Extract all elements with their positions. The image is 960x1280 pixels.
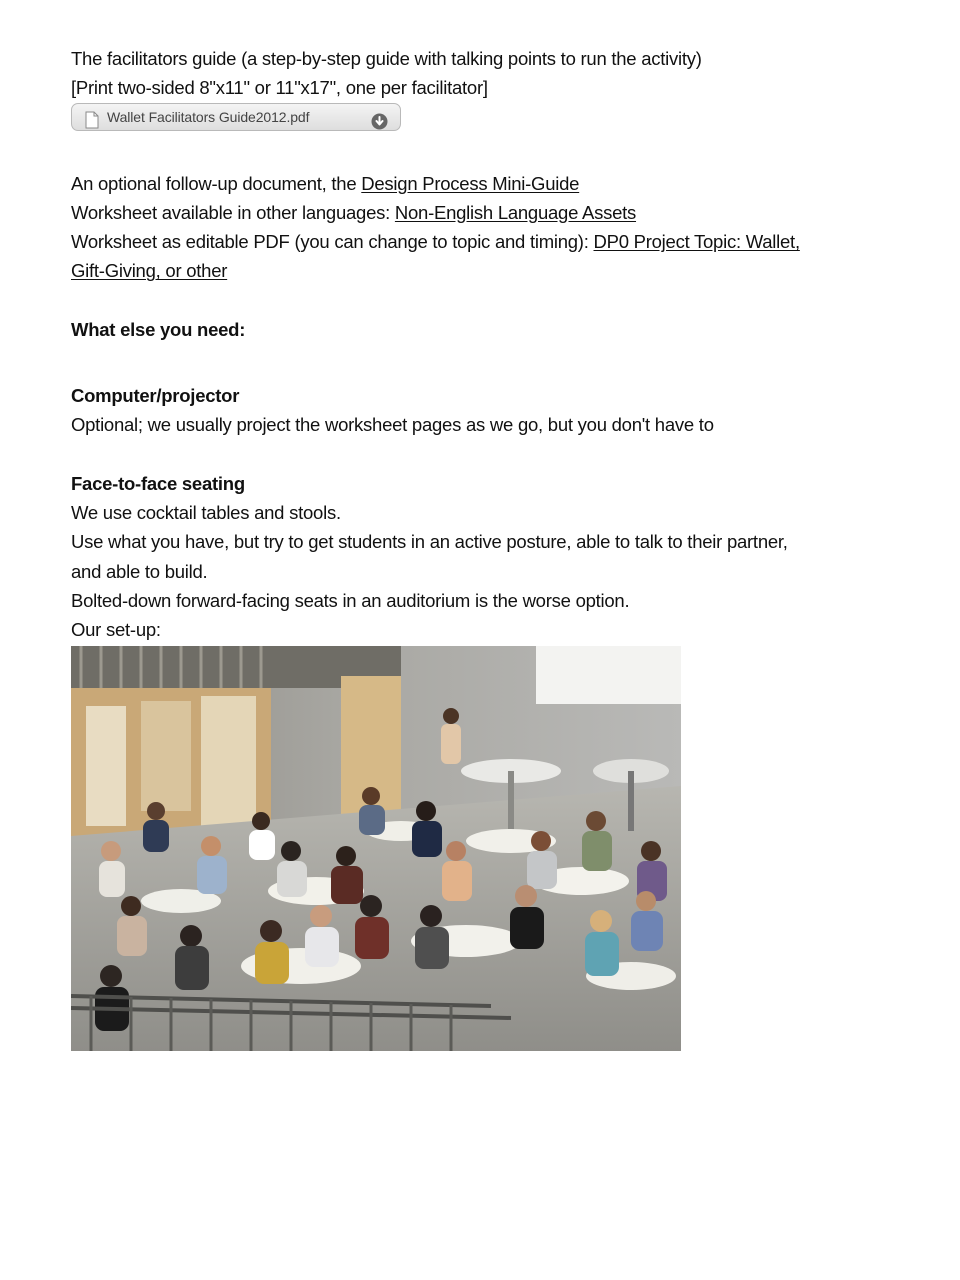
intro-line-1: The facilitators guide (a step-by-step guide with talking points to run the activity)	[71, 48, 702, 69]
followup-line	[71, 169, 891, 198]
dp0-project-topic-link-continued[interactable]: Gift-Giving, or other	[71, 260, 228, 282]
editable-line	[71, 227, 891, 256]
computer-projector-heading: Computer/projector	[71, 385, 240, 407]
non-english-assets-link[interactable]: Non-English Language Assets	[394, 201, 637, 223]
classroom-setup-photo	[71, 646, 681, 1051]
what-else-heading: What else you need:	[71, 318, 246, 340]
seating-line-5: Our set-up:	[71, 619, 161, 641]
computer-projector-text: Optional; we usually project the worksheet pages as we go, but you don't have to	[71, 414, 714, 436]
seating-line-2: Use what you have, but try to get students in an active posture, able to talk to their partner,	[71, 531, 788, 553]
followup-prefix: An optional follow-up document, the	[71, 172, 362, 194]
design-process-mini-guide-link[interactable]: Design Process Mini-Guide	[361, 172, 580, 194]
seating-line-4: Bolted-down forward-facing seats in an auditorium is the worse option.	[71, 589, 630, 611]
seating-line-1: We use cocktail tables and stools.	[71, 501, 341, 523]
document-icon	[85, 108, 99, 126]
document-page	[71, 44, 891, 1051]
seating-line-3: and able to build.	[71, 560, 208, 582]
attachment-filename: Wallet Facilitators Guide2012.pdf	[107, 108, 310, 125]
download-icon[interactable]	[371, 109, 388, 126]
languages-prefix: Worksheet available in other languages:	[71, 201, 395, 223]
dp0-project-topic-link[interactable]: DP0 Project Topic: Wallet,	[593, 231, 800, 253]
languages-line	[71, 198, 891, 227]
editable-prefix: Worksheet as editable PDF (you can change to topic and timing):	[71, 231, 594, 253]
pdf-attachment-chip[interactable]	[71, 103, 401, 131]
face-to-face-heading: Face-to-face seating	[71, 472, 245, 494]
intro-line-2: [Print two-sided 8"x11" or 11"x17", one per facilitator]	[71, 77, 488, 99]
editable-line-2	[71, 256, 891, 285]
